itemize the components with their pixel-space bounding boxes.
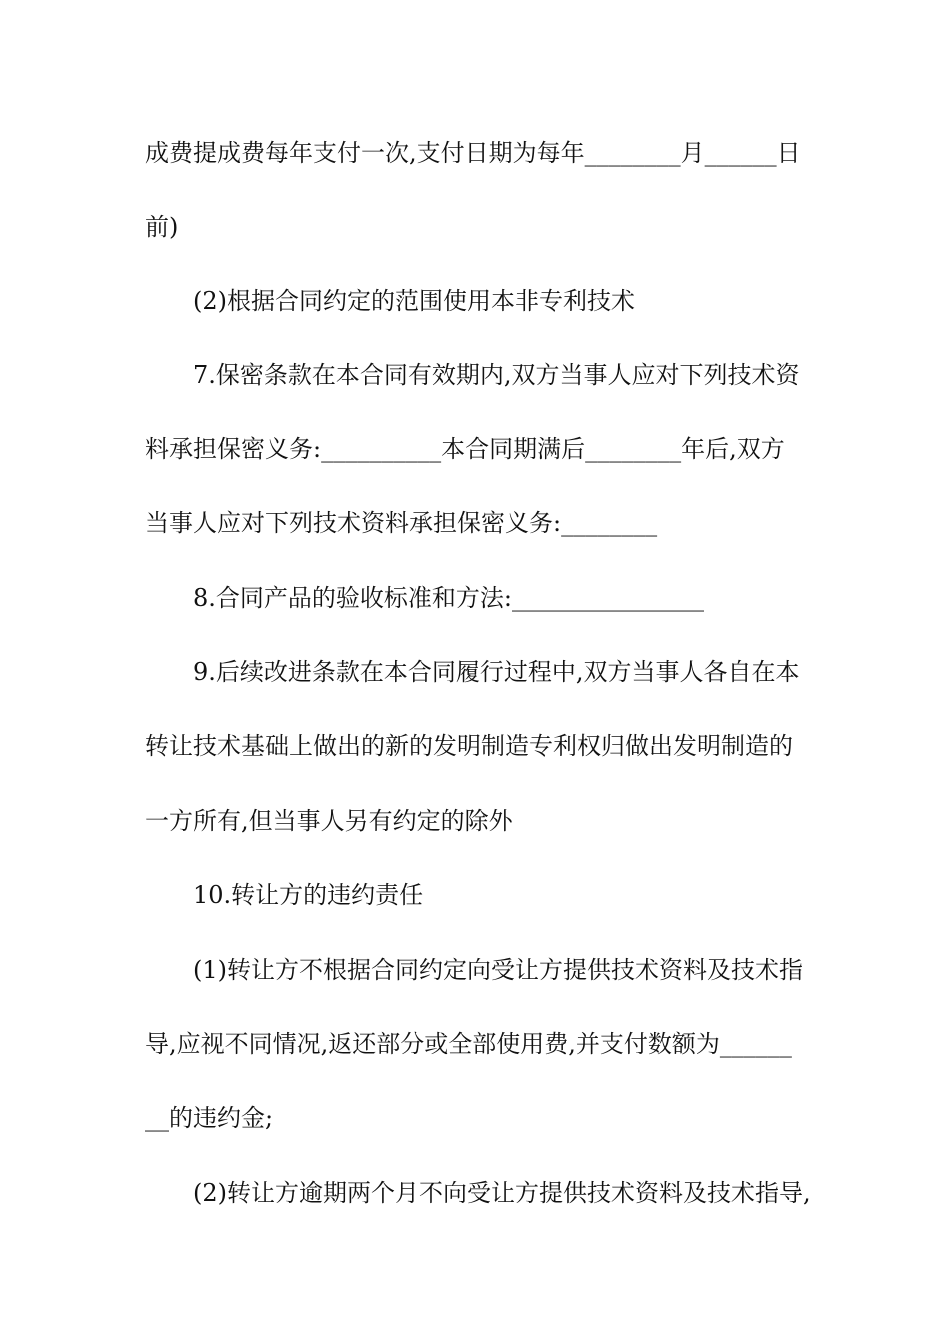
text-line-13: 导,应视不同情况,返还部分或全部使用费,并支付数额为______ xyxy=(145,1030,792,1058)
text-line-9: 转让技术基础上做出的新的发明制造专利权归做出发明制造的 xyxy=(145,732,793,760)
text-line-7: 8.合同产品的验收标准和方法:________________ xyxy=(193,584,704,612)
text-line-2: 前) xyxy=(145,213,179,241)
text-line-15: (2)转让方逾期两个月不向受让方提供技术资料及技术指导, xyxy=(193,1179,811,1207)
text-line-3: (2)根据合同约定的范围使用本非专利技术 xyxy=(193,287,635,315)
text-line-11: 10.转让方的违约责任 xyxy=(193,881,424,909)
text-line-8: 9.后续改进条款在本合同履行过程中,双方当事人各自在本 xyxy=(193,658,800,686)
text-line-12: (1)转让方不根据合同约定向受让方提供技术资料及技术指 xyxy=(193,956,803,984)
text-line-14: __的违约金; xyxy=(145,1104,274,1132)
text-line-4: 7.保密条款在本合同有效期内,双方当事人应对下列技术资 xyxy=(193,361,800,389)
text-line-1: 成费提成费每年支付一次,支付日期为每年________月______日 xyxy=(145,139,801,167)
text-line-10: 一方所有,但当事人另有约定的除外 xyxy=(145,807,513,835)
text-line-5: 料承担保密义务:__________本合同期满后________年后,双方 xyxy=(145,435,785,463)
text-line-6: 当事人应对下列技术资料承担保密义务:________ xyxy=(145,509,658,537)
